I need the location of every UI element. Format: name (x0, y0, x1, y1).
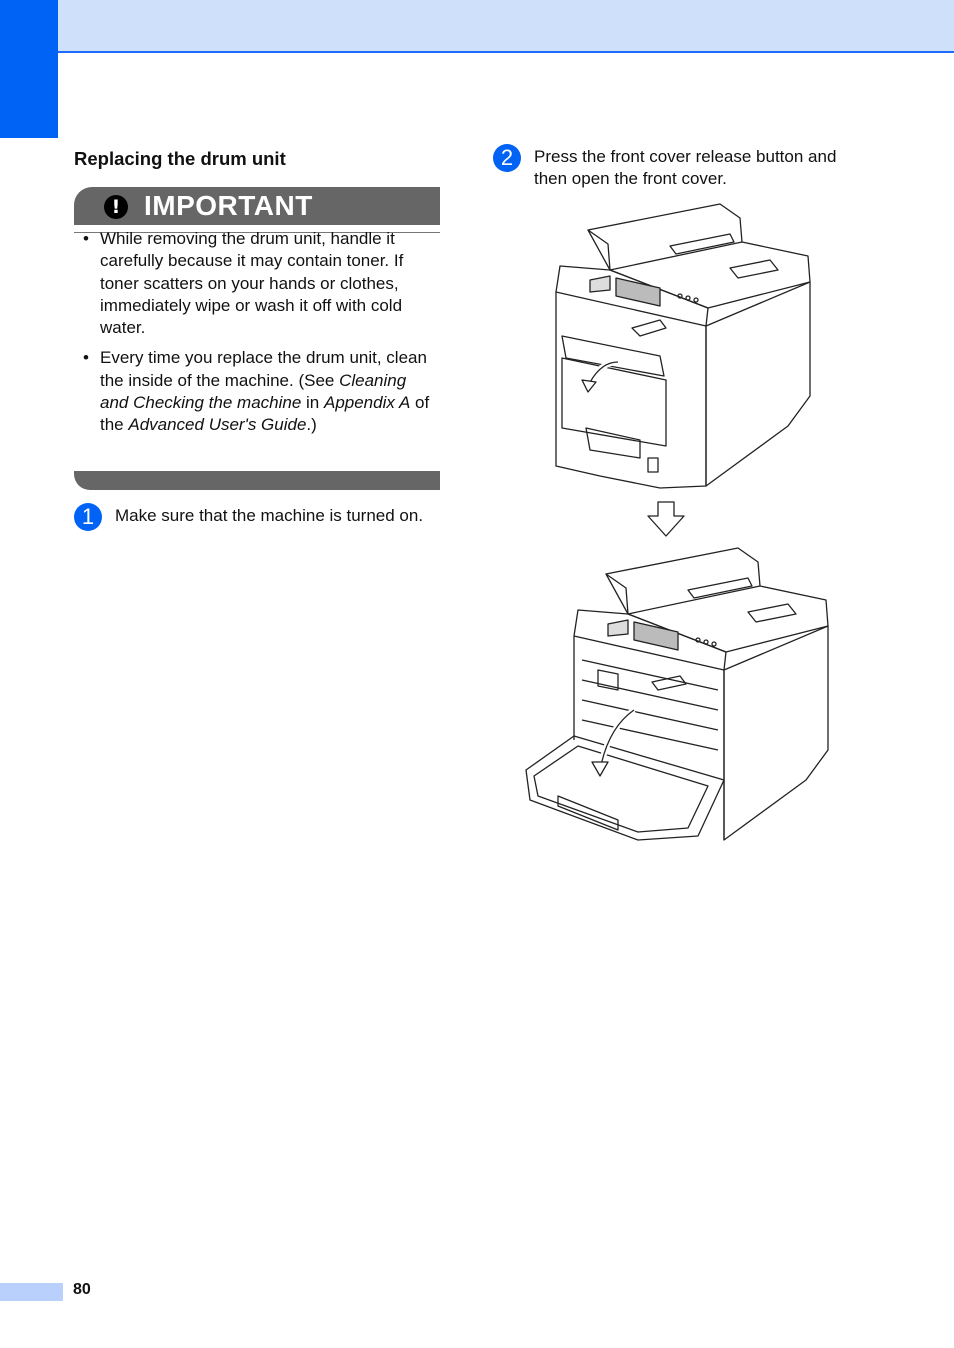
list-item (74, 228, 440, 339)
reference-guide: Advanced User's Guide (128, 415, 307, 435)
footer-band (0, 1283, 63, 1301)
bullet-icon: • (83, 348, 89, 368)
important-header (74, 187, 440, 225)
header-band (0, 0, 954, 53)
step-text: Press the front cover release button and then open the front cover. (534, 147, 837, 189)
bullet-text-part: Every time you replace the drum unit, clean the inside of the machine. (See (100, 348, 427, 390)
reference-title: Cleaning and Checking the machine (100, 370, 407, 413)
section-title: Replacing the drum unit (74, 148, 286, 169)
step-text: Make sure that the machine is turned on. (115, 506, 424, 525)
bullet-text-part: of the (100, 393, 430, 435)
important-list (74, 228, 440, 445)
page-number: 80 (73, 1281, 91, 1298)
important-footer (74, 471, 440, 490)
chapter-tab (0, 0, 58, 138)
reference-appendix: Appendix A (323, 393, 411, 413)
bullet-text-part: .) (306, 415, 317, 435)
bullet-icon: • (83, 229, 89, 248)
bullet-text-part: in (301, 393, 324, 413)
important-box (74, 187, 440, 489)
step-number: 2 (493, 144, 521, 172)
exclamation-icon: ! (104, 195, 128, 219)
list-item (74, 347, 440, 436)
important-label: IMPORTANT (144, 190, 313, 221)
printer-open (526, 548, 828, 840)
down-arrow-icon (648, 502, 684, 536)
printer-closed (556, 204, 810, 488)
bullet-text: While removing the drum unit, handle it carefully because it may contain toner. If toner scatters on your hands or clothes, immediately wipe or wash it off with cold water. (100, 229, 404, 338)
step-number: 1 (74, 503, 102, 531)
printer-illustration (520, 196, 840, 846)
